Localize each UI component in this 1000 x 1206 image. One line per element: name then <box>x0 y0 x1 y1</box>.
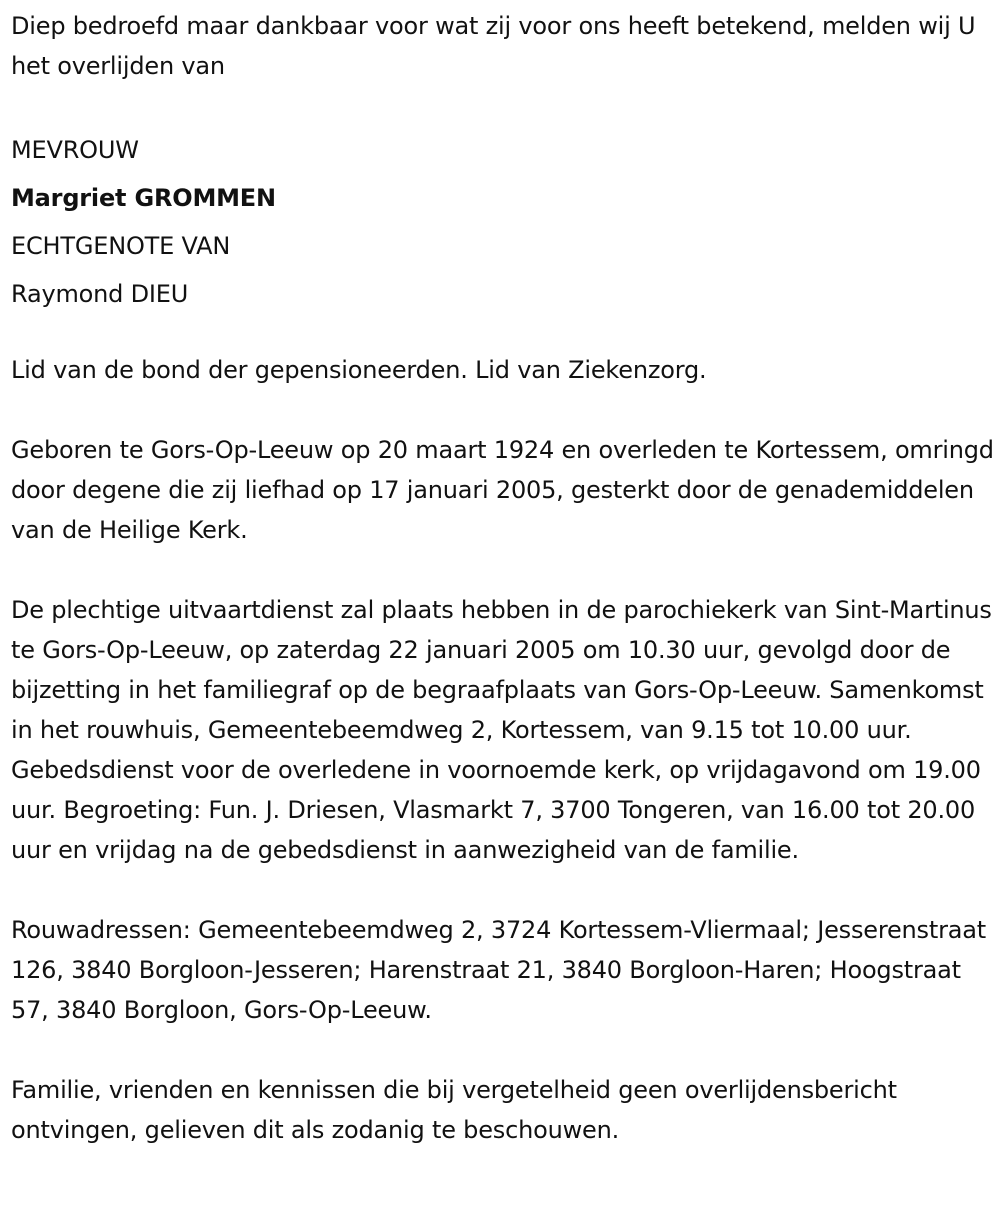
spouse-name: Raymond DIEU <box>11 280 189 308</box>
relation-label: ECHTGENOTE VAN <box>11 232 231 260</box>
funeral-paragraph: De plechtige uitvaartdienst zal plaats hebben in de parochiekerk van Sint-Martinus te Gors-Op-Leeuw, op zaterdag 22 januari 2005 om 10.30 uur, gevolgd door de bijzetting in het familiegraf op de begraafplaats van Gors-Op-Leeuw. Samenkomst in het rouwhuis, Gemeentebeemdweg 2, Kortessem, van 9.15 tot 10.00 uur. Gebedsdienst voor de overledene in voornoemde kerk, op vrijdagavond om 19.00 uur. Begroeting: Fun. J. Driesen, Vlasmarkt 7, 3700 Tongeren, van 16.00 tot 20.00 uur en vrijdag na de gebedsdienst in aanwezigheid van de familie. <box>11 596 992 864</box>
closing-paragraph: Familie, vrienden en kennissen die bij vergetelheid geen overlijdensbericht ontvingen, gelieven dit als zodanig te beschouwen. <box>11 1076 897 1144</box>
deceased-name: Margriet GROMMEN <box>11 184 276 212</box>
obituary-document <box>11 6 996 1150</box>
intro-paragraph: Diep bedroefd maar dankbaar voor wat zij voor ons heeft betekend, melden wij U het overlijden van <box>11 12 976 80</box>
deceased-name-block <box>11 126 996 318</box>
membership-paragraph: Lid van de bond der gepensioneerden. Lid van Ziekenzorg. <box>11 356 707 384</box>
birth-death-paragraph: Geboren te Gors-Op-Leeuw op 20 maart 1924 en overleden te Kortessem, omringd door degene die zij liefhad op 17 januari 2005, gesterkt door de genademiddelen van de Heilige Kerk. <box>11 436 994 544</box>
addresses-paragraph: Rouwadressen: Gemeentebeemdweg 2, 3724 Kortessem-Vliermaal; Jesserenstraat 126, 3840 Borgloon-Jesseren; Harenstraat 21, 3840 Borgloon-Haren; Hoogstraat 57, 3840 Borgloon, Gors-Op-Leeuw. <box>11 916 986 1024</box>
honorific: MEVROUW <box>11 136 139 164</box>
